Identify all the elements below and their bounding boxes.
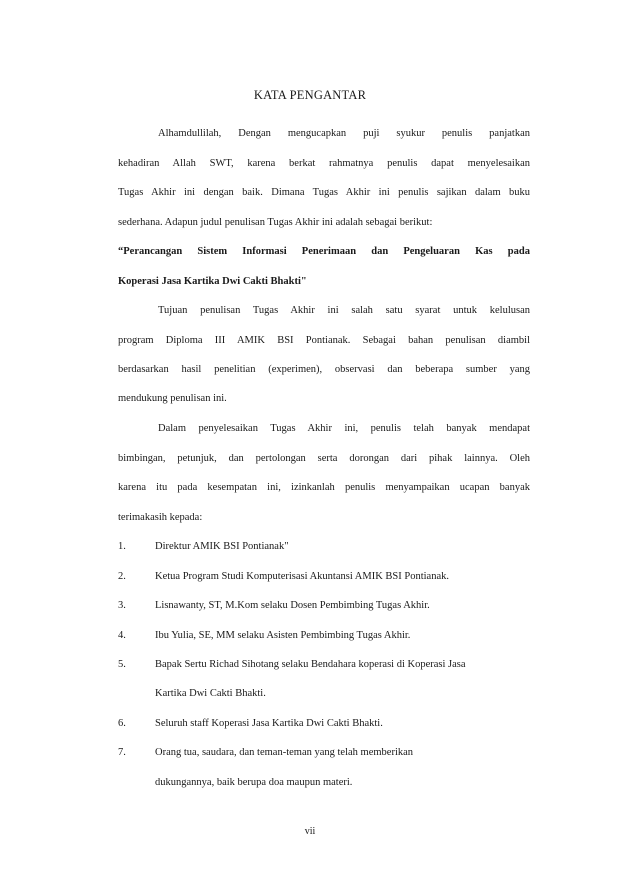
list-item-text: Direktur AMIK BSI Pontianak" — [155, 541, 289, 552]
list-item-text: Ketua Program Studi Komputerisasi Akuntansi AMIK BSI Pontianak. — [155, 571, 449, 582]
list-item — [118, 599, 530, 613]
paragraph-line: karena itu pada kesempatan ini, izinkanlah penulis menyampaikan ucapan banyak — [118, 482, 530, 493]
paragraph-line: Tugas Akhir ini dengan baik. Dimana Tugas Akhir ini penulis sajikan dalam buku — [118, 187, 530, 198]
list-item-number: 3. — [118, 600, 126, 611]
list-item-text: Lisnawanty, ST, M.Kom selaku Dosen Pembimbing Tugas Akhir. — [155, 600, 430, 611]
list-item-text: Seluruh staff Koperasi Jasa Kartika Dwi Cakti Bhakti. — [155, 718, 383, 729]
thesis-title-line: “Perancangan Sistem Informasi Penerimaan dan Pengeluaran Kas pada — [118, 246, 530, 257]
page-number: vii — [304, 826, 316, 837]
list-item-text: Ibu Yulia, SE, MM selaku Asisten Pembimbing Tugas Akhir. — [155, 630, 411, 641]
list-item — [118, 629, 530, 643]
list-item-continuation — [118, 776, 530, 790]
paragraph-line: mendukung penulisan ini. — [118, 393, 227, 404]
list-item-continuation — [118, 687, 530, 701]
paragraph-line: kehadiran Allah SWT, karena berkat rahmatnya penulis dapat menyelesaikan — [118, 158, 530, 169]
page-title: KATA PENGANTAR — [253, 88, 367, 102]
list-item-text: dukungannya, baik berupa doa maupun materi. — [155, 777, 353, 788]
paragraph-line: Tujuan penulisan Tugas Akhir ini salah satu syarat untuk kelulusan — [158, 305, 530, 316]
paragraph-line: terimakasih kepada: — [118, 512, 203, 523]
list-item-number: 1. — [118, 541, 126, 552]
paragraph-line: program Diploma III AMIK BSI Pontianak. Sebagai bahan penulisan diambil — [118, 335, 530, 346]
list-item — [118, 540, 530, 554]
list-item-text: Orang tua, saudara, dan teman-teman yang telah memberikan — [155, 747, 414, 758]
paragraph-line: Dalam penyelesaikan Tugas Akhir ini, penulis telah banyak mendapat — [158, 423, 530, 434]
list-item — [118, 570, 530, 584]
list-item-number: 5. — [118, 659, 126, 670]
list-item-text: Bapak Sertu Richad Sihotang selaku Bendahara koperasi di Koperasi Jasa — [155, 659, 466, 670]
paragraph-line: sederhana. Adapun judul penulisan Tugas Akhir ini adalah sebagai berikut: — [118, 217, 433, 228]
paragraph-line: bimbingan, petunjuk, dan pertolongan serta dorongan dari pihak lainnya. Oleh — [118, 453, 530, 464]
list-item — [118, 717, 530, 731]
thesis-title-line: Koperasi Jasa Kartika Dwi Cakti Bhakti" — [118, 276, 307, 287]
list-item-number: 4. — [118, 630, 126, 641]
list-item-text: Kartika Dwi Cakti Bhakti. — [155, 688, 266, 699]
list-item-number: 7. — [118, 747, 126, 758]
paragraph-line: Alhamdullilah, Dengan mengucapkan puji syukur penulis panjatkan — [158, 128, 530, 139]
list-item-number: 2. — [118, 571, 126, 582]
list-item-number: 6. — [118, 718, 126, 729]
list-item — [118, 746, 530, 760]
list-item — [118, 658, 530, 672]
paragraph-line: berdasarkan hasil penelitian (experimen), observasi dan beberapa sumber yang — [118, 364, 530, 375]
